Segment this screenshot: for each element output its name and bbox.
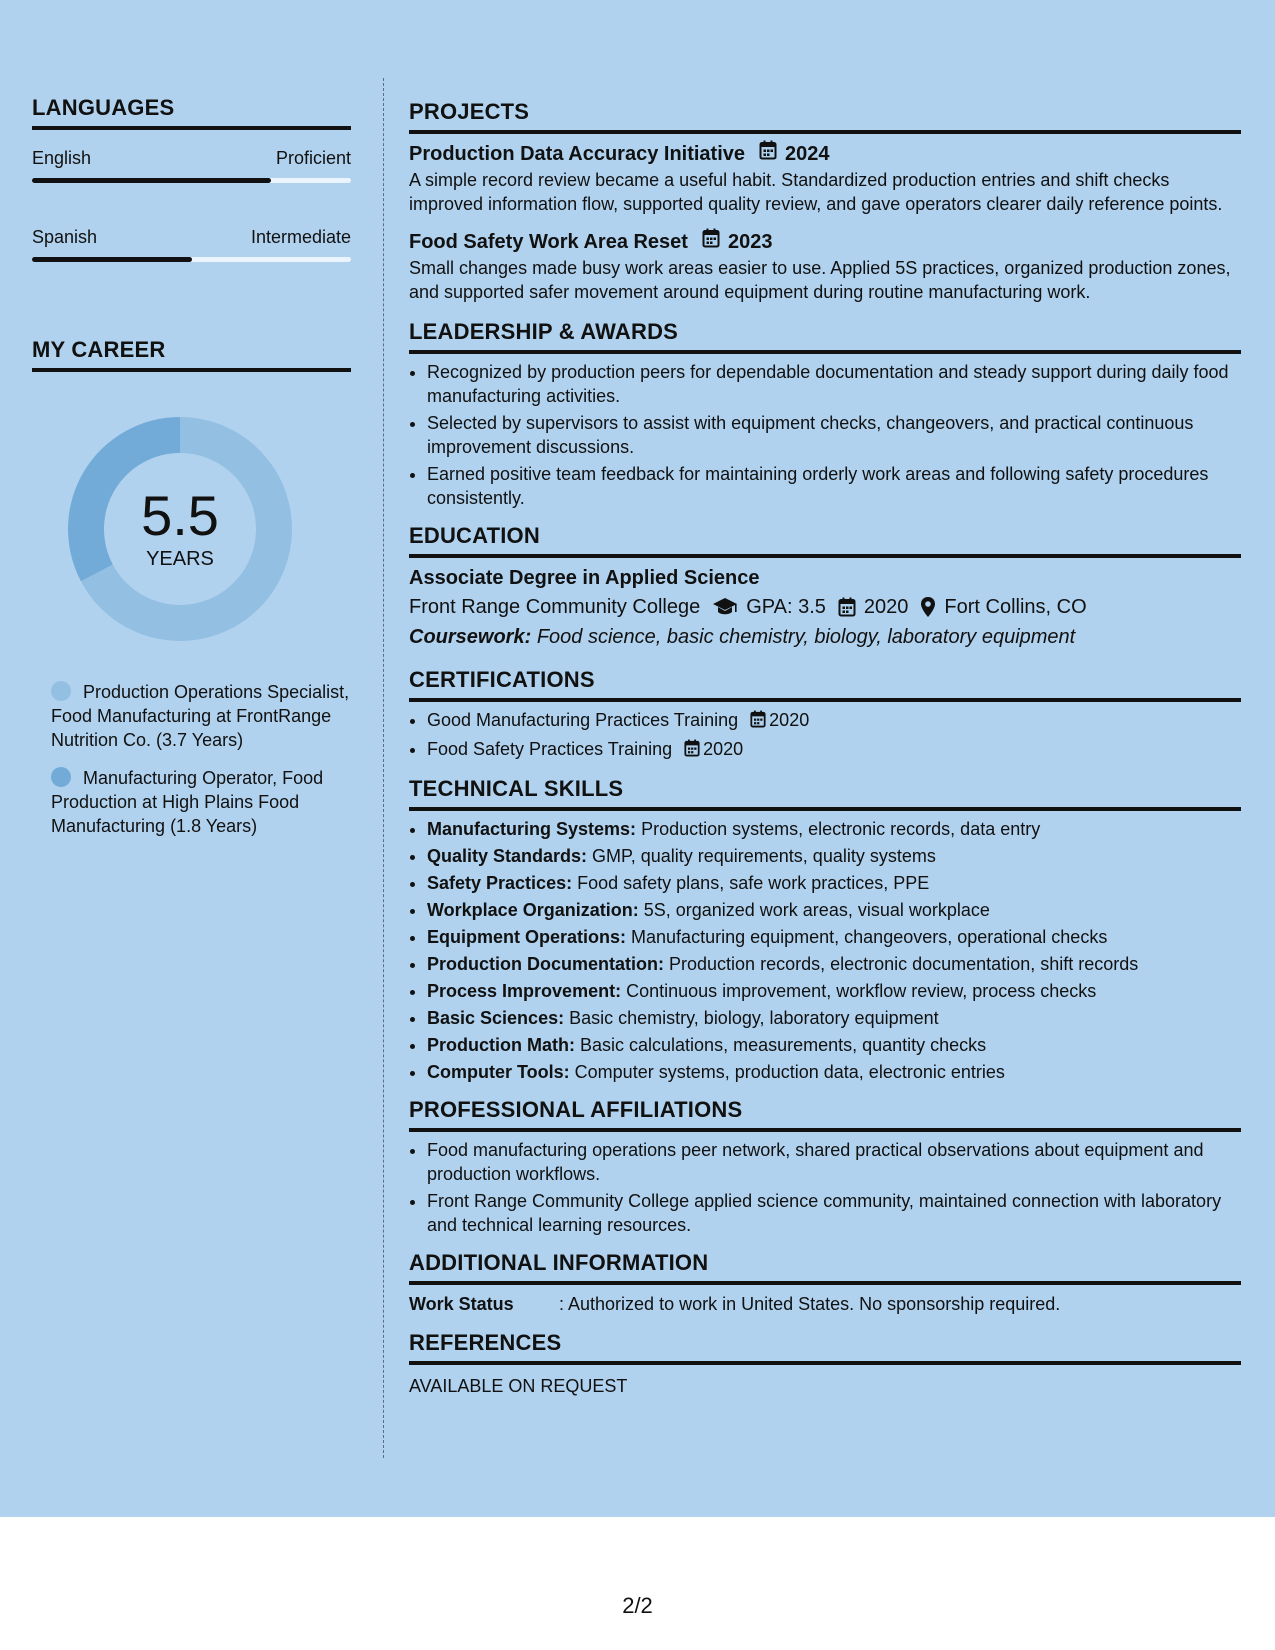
certification-year: 2020 [703,739,744,759]
certification-year: 2020 [769,710,810,730]
graduation-cap-icon [712,597,738,617]
skills-title: TECHNICAL SKILLS [409,773,1241,811]
skills-list [409,817,1241,1084]
column-divider [383,78,384,1458]
skill-item [427,1060,1241,1084]
leadership-item: • Selected by supervisors to assist with equipment checks, changeovers, and practical continuous improvement discussions. [427,411,1241,459]
skill-label: Safety Practices: [427,873,573,893]
skill-value: 5S, organized work areas, visual workplace [643,900,990,920]
skill-item [427,817,1241,841]
project-title-row [409,228,1241,256]
additional-title: ADDITIONAL INFORMATION [409,1247,1241,1285]
project-title-row [409,140,1241,168]
coursework-text: Food science, basic chemistry, biology, laboratory equipment [536,626,1076,648]
project-description: A simple record review became a useful habit. Standardized production entries and shift checks improved information flow, supported quality review, and gave operators clearer daily reference points. [409,170,1223,214]
certification-name: Food Safety Practices Training [427,739,673,759]
certifications-title: CERTIFICATIONS [409,664,1241,702]
calendar-icon [759,140,777,168]
coursework-label: Coursework: [409,626,532,648]
language-name: English [32,148,92,168]
skill-label: Equipment Operations: [427,927,627,947]
education-school: Front Range Community College [409,596,701,618]
skill-value: GMP, quality requirements, quality systems [592,846,936,866]
skill-item [427,871,1241,895]
skill-value: Production records, electronic documentation, shift records [669,954,1139,974]
career-total-years: 5.5 [141,484,219,547]
legend-dot [51,681,71,701]
education-year: 2020 [863,596,909,618]
language-row [32,146,351,170]
work-status-value: : Authorized to work in United States. No sponsorship required. [559,1294,1061,1314]
skill-label: Workplace Organization: [427,900,639,920]
location-pin-icon [920,596,936,618]
work-status-label: Work Status [409,1294,514,1314]
skill-item [427,952,1241,976]
skill-value: Manufacturing equipment, changeovers, operational checks [631,927,1108,947]
languages-title: LANGUAGES [32,92,351,130]
language-spacer [32,183,351,209]
career-legend [51,680,351,838]
career-donut-chart [65,414,295,644]
education-coursework [409,622,1241,652]
career-legend-label: Production Operations Specialist, Food Manufacturing at FrontRange Nutrition Co. (3.7 Years) [51,682,350,750]
right-column [409,92,1241,1399]
skill-label: Process Improvement: [427,981,622,1001]
language-level-fill [32,257,192,262]
skill-value: Computer systems, production data, electronic entries [574,1062,1005,1082]
skill-label: Production Documentation: [427,954,664,974]
skill-value: Basic chemistry, biology, laboratory equipment [569,1008,939,1028]
language-level: Intermediate [250,227,351,247]
references-title: REFERENCES [409,1327,1241,1365]
project-item [409,140,1241,216]
skill-label: Production Math: [427,1035,575,1055]
project-item [409,228,1241,304]
calendar-icon [838,597,856,617]
education-details [409,592,1241,622]
certification-name: Good Manufacturing Practices Training [427,710,739,730]
leadership-item: • Recognized by production peers for dependable documentation and steady support during daily food manufacturing activities. [427,360,1241,408]
education-gpa: GPA: 3.5 [746,596,826,618]
education-title: EDUCATION [409,520,1241,558]
career-title: MY CAREER [32,334,351,372]
career-legend-label: Manufacturing Operator, Food Production at High Plains Food Manufacturing (1.8 Years) [51,768,324,836]
project-name: Food Safety Work Area Reset [409,231,688,253]
skill-label: Quality Standards: [427,846,588,866]
affiliation-item: • Food manufacturing operations peer network, shared practical observations about equipment and production workflows. [427,1138,1241,1186]
calendar-icon [684,741,700,761]
legend-dot [51,767,71,787]
language-row [32,225,351,249]
project-year: 2023 [727,231,773,253]
leadership-title: LEADERSHIP & AWARDS [409,316,1241,354]
language-level: Proficient [275,148,351,168]
skill-item [427,979,1241,1003]
career-total-unit: YEARS [146,548,214,570]
certification-item [427,737,1241,763]
skill-item [427,898,1241,922]
project-year: 2024 [785,143,830,165]
certifications-list [409,708,1241,763]
left-column [32,92,351,852]
skill-value: Food safety plans, safe work practices, PPE [577,873,930,893]
languages-list [32,146,351,262]
certification-item [427,708,1241,734]
career-legend-item [51,766,351,838]
calendar-icon [702,228,720,256]
skill-label: Basic Sciences: [427,1008,565,1028]
skill-value: Basic calculations, measurements, quantity checks [580,1035,987,1055]
page-number: 2/2 [622,1593,653,1618]
skill-item [427,925,1241,949]
language-level-bar [32,257,351,262]
education-location: Fort Collins, CO [944,596,1087,618]
language-name: Spanish [32,227,98,247]
projects-title: PROJECTS [409,96,1241,134]
career-legend-item [51,680,351,752]
skill-item [427,1033,1241,1057]
project-name: Production Data Accuracy Initiative [409,143,746,165]
affiliation-item: • Front Range Community College applied science community, maintained connection with laboratory and technical learning resources. [427,1189,1241,1237]
projects-list [409,140,1241,304]
education-degree: Associate Degree in Applied Science [409,567,760,589]
language-level-fill [32,178,271,183]
leadership-list [409,360,1241,510]
affiliations-title: PROFESSIONAL AFFILIATIONS [409,1094,1241,1132]
donut-center [65,414,295,644]
skill-label: Manufacturing Systems: [427,819,637,839]
work-status-row [409,1291,1241,1317]
skill-item [427,1006,1241,1030]
skill-value: Continuous improvement, workflow review, process checks [626,981,1097,1001]
skill-label: Computer Tools: [427,1062,570,1082]
leadership-item: • Earned positive team feedback for maintaining orderly work areas and following safety procedures consistently. [427,462,1241,510]
references-text: AVAILABLE ON REQUEST [409,1376,628,1396]
project-description: Small changes made busy work areas easier to use. Applied 5S practices, organized production zones, and supported safer movement around equipment during routine manufacturing work. [409,258,1231,302]
affiliations-list [409,1138,1241,1237]
skill-value: Production systems, electronic records, data entry [641,819,1041,839]
language-level-bar [32,178,351,183]
calendar-icon [750,712,766,732]
skill-item [427,844,1241,868]
